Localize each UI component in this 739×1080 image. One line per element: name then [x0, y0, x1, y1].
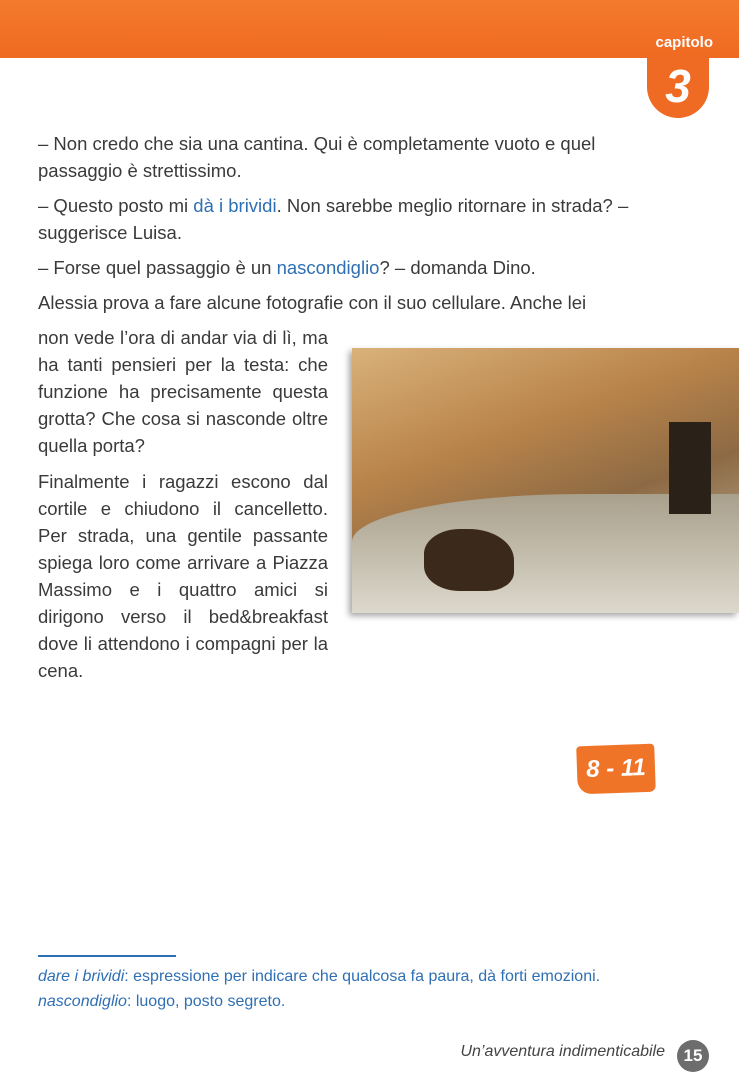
- page-number: 15: [677, 1040, 709, 1072]
- chapter-number: 3: [665, 60, 691, 112]
- paragraph-5: Finalmente i ragazzi escono dal cortile e chiudono il cancelletto. Per strada, una gentile passante spiega loro come arrivare a Piazza Massimo e i quattro amici si dirigono verso il bed&breakfast dove li attendono i compagni per la cena.: [38, 471, 328, 681]
- paragraph-4-continued: non vede l’ora di andar via di lì, ma ha tanti pensieri per la testa: che funzione ha precisamente questa grotta? Che cosa si nasconde oltre quella porta?: [38, 327, 328, 456]
- paragraph-4-first-line: Alessia prova a fare alcune fotografie con il suo cellulare. Anche lei: [38, 292, 587, 313]
- audio-track-badge[interactable]: 8 - 11: [576, 744, 656, 795]
- story-text: [38, 130, 658, 316]
- cave-door: [669, 422, 711, 514]
- paragraph-2: – Questo posto mi dà i brividi. Non sarebbe meglio ritornare in strada? – suggerisce Luisa.: [38, 195, 629, 243]
- book-title: Un’avventura indimenticabile: [460, 1043, 665, 1060]
- cave-photo: [352, 348, 739, 613]
- chapter-label: capitolo: [655, 34, 713, 51]
- glossary: [38, 964, 698, 1014]
- gloss-term-brividi[interactable]: dà i brividi: [193, 195, 277, 216]
- glossary-entry: nascondiglio: luogo, posto segreto.: [38, 993, 286, 1010]
- glossary-entry: dare i brividi: espressione per indicare che qualcosa fa paura, dà forti emozioni.: [38, 968, 601, 985]
- glossary-divider: [38, 955, 176, 957]
- paragraph-3: – Forse quel passaggio è un nascondiglio? – domanda Dino.: [38, 257, 536, 278]
- cave-hole: [424, 529, 514, 591]
- paragraph-1: – Non credo che sia una cantina. Qui è completamente vuoto e quel passaggio è strettissimo.: [38, 133, 596, 181]
- gloss-term-nascondiglio[interactable]: nascondiglio: [276, 257, 380, 278]
- header-band: [0, 0, 739, 58]
